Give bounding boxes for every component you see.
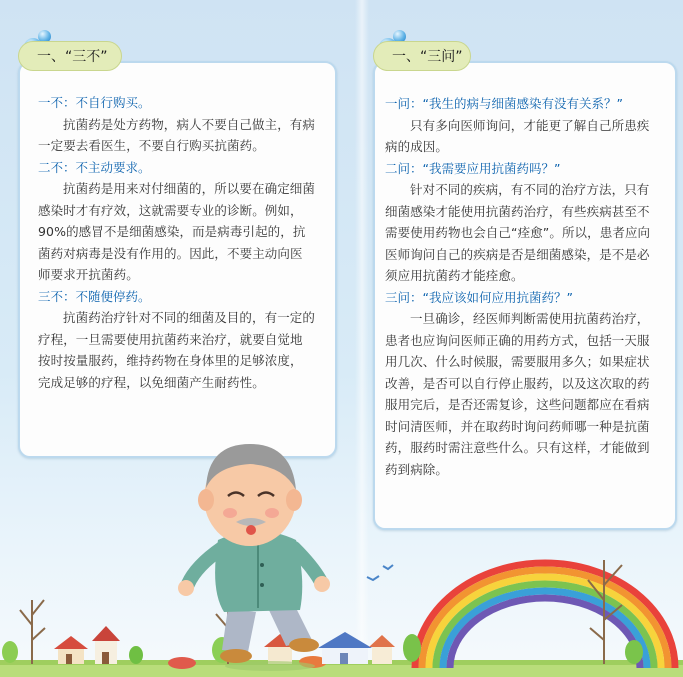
three-donts-tab: 一、“三不” xyxy=(18,41,122,71)
bird-icon xyxy=(383,565,393,569)
dont-2-text: 抗菌药是用来对付细菌的，所以要在确定细菌感染时才有疗效，这就需要专业的诊断。例如，90%的感冒不是细菌感染，而是病毒引起的，抗菌药对病毒是没有作用的。因此，不要主动向医师要求开抗菌药。 xyxy=(38,181,316,282)
house-icon xyxy=(54,636,88,664)
dont-1-text: 抗菌药是处方药物，病人不要自己做主，有病一定要去看医生，不要自行购买抗菌药。 xyxy=(38,116,316,153)
dont-3 xyxy=(38,286,315,394)
tree-icon xyxy=(216,606,240,664)
house-icon xyxy=(92,626,120,664)
question-1-text: 只有多向医师询问，才能更了解自己所患疾病的成因。 xyxy=(385,117,650,154)
bush-icon xyxy=(403,634,421,662)
question-1 xyxy=(385,93,661,158)
grandpa-shadow xyxy=(225,661,315,671)
dont-2-heading: 二不：不主动要求。 xyxy=(38,159,151,175)
tree-icon xyxy=(588,560,622,664)
brochure-fold xyxy=(355,0,369,677)
rainbow-icon xyxy=(415,563,675,668)
bush-icon xyxy=(212,637,232,663)
grandpa-character xyxy=(178,444,330,671)
bush-icon xyxy=(625,640,643,664)
dont-1-heading: 一不：不自行购买。 xyxy=(38,95,151,110)
three-questions-content xyxy=(385,93,661,480)
house-icon xyxy=(369,635,395,664)
dont-1 xyxy=(38,92,315,157)
question-3 xyxy=(385,287,661,481)
question-2-heading: 二问：“我需要应用抗菌药吗？” xyxy=(385,160,561,176)
tree-icon xyxy=(20,600,45,664)
bush-icon xyxy=(2,641,18,663)
dont-3-text: 抗菌药治疗针对不同的细菌及目的，有一定的疗程，一旦需要使用抗菌药来治疗，就要自觉地按时按量服药，维持药物在身体里的足够浓度，完成足够的疗程，以免细菌产生耐药性。 xyxy=(38,310,316,390)
question-2-text: 针对不同的疾病，有不同的治疗方法，只有细菌感染才能使用抗菌药治疗，有些疾病甚至不需要使用药物也会自己“痊愈”。所以，患者应向医师询问自己的疾病是否是细菌感染，是不是必须应用抗菌药才能痊愈。 xyxy=(385,182,651,283)
ground-strip xyxy=(0,664,683,677)
question-1-heading: 一问：“我生的病与细菌感染有没有关系？” xyxy=(385,96,623,111)
bush-icon xyxy=(129,646,143,664)
dont-3-heading: 三不：不随便停药。 xyxy=(38,288,151,304)
ground-shadow xyxy=(0,660,683,665)
question-3-text: 一旦确诊，经医师判断需使用抗菌药治疗，患者也应询问医师正确的用药方式，包括一天服用几次、什么时候服，需要服用多久；如果症状改善，是否可以自行停止服药，以及这次取的药服用完后，是否还需复诊，这些问题都应在看病时问清医师，并在取药时询问药师哪一种是抗菌药，服药时需注意些什么。只有这样，才能做到药到病除。 xyxy=(385,311,650,477)
three-questions-tab: 一、“三问” xyxy=(373,41,471,71)
three-donts-content xyxy=(38,92,315,393)
dont-2 xyxy=(38,157,315,286)
house-icon xyxy=(264,634,296,664)
flower-bush-icon xyxy=(299,656,327,668)
question-3-heading: 三问：“我应该如何应用抗菌药？” xyxy=(385,289,573,305)
flower-bush-icon xyxy=(168,657,196,669)
question-2 xyxy=(385,158,661,287)
